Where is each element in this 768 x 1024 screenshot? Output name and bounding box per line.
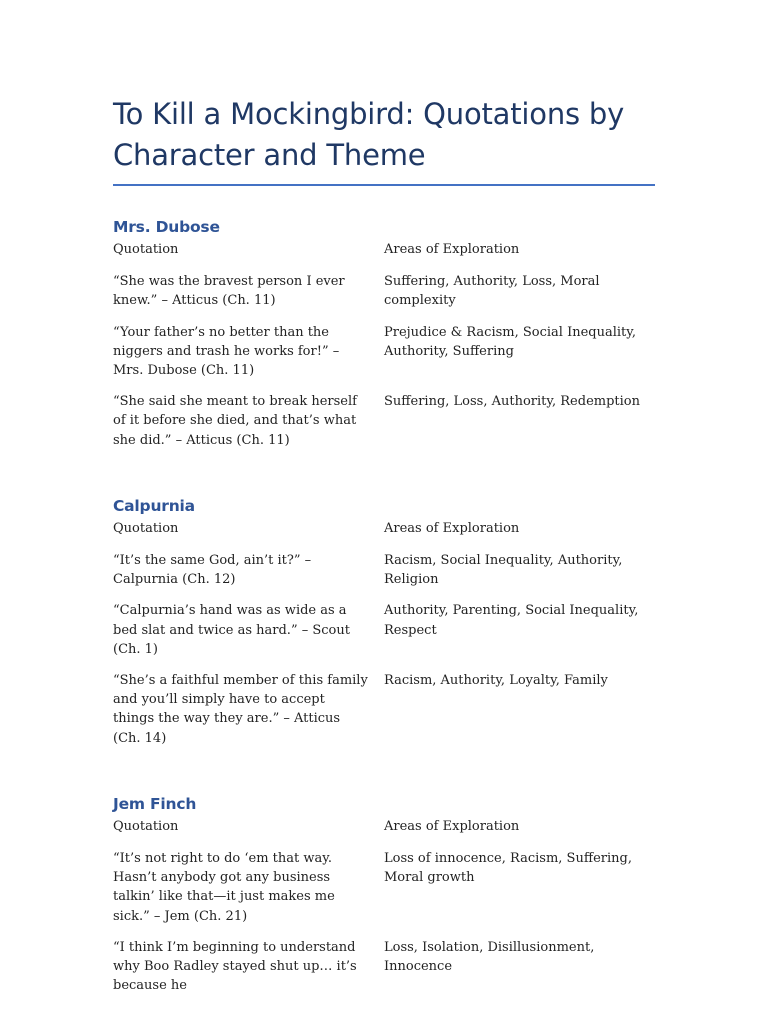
column-header-areas: Areas of Exploration [384,520,520,536]
document-title: To Kill a Mockingbird: Quotations by Character and Theme [113,0,655,186]
table-row [113,938,655,996]
quotation-cell: “I think I’m beginning to understand why Boo Radley stayed shut up… it’s because he [113,939,357,994]
areas-cell: Authority, Parenting, Social Inequality, Respect [384,603,639,638]
areas-cell: Prejudice & Racism, Social Inequality, Authority, Suffering [384,324,637,359]
section-mrs-dubose [113,217,655,450]
document-page [113,0,655,1007]
section-heading: Jem Finch [113,794,197,813]
table-row [113,601,655,659]
quotation-cell: “It’s not right to do ‘em that way. Hasn’t anybody got any business talkin’ like that—it just makes me sick.” – Jem (Ch. 21) [113,851,335,924]
column-header-quotation: Quotation [113,520,179,536]
table-header-row [113,817,655,836]
table-row [113,392,655,450]
column-header-quotation: Quotation [113,818,179,834]
table-row [113,551,655,589]
section-jem-finch [113,794,655,996]
areas-cell: Suffering, Authority, Loss, Moral complexity [384,274,600,309]
table-row [113,671,655,748]
section-heading: Mrs. Dubose [113,218,220,236]
table-row [113,323,655,381]
areas-cell: Suffering, Loss, Authority, Redemption [384,394,640,410]
quotation-cell: “She said she meant to break herself of it before she died, and that’s what she did.” – Atticus (Ch. 11) [113,394,357,448]
table-row [113,849,655,926]
section-heading: Calpurnia [113,496,195,515]
column-header-areas: Areas of Exploration [384,242,520,257]
table-row [113,272,655,310]
column-header-areas: Areas of Exploration [384,818,520,834]
areas-cell: Loss of innocence, Racism, Suffering, Moral growth [384,851,632,886]
table-header-row [113,519,655,538]
section-calpurnia [113,496,655,748]
quotation-cell: “Your father’s no better than the niggers and trash he works for!” – Mrs. Dubose (Ch. 11) [113,324,340,379]
quotation-cell: “Calpurnia’s hand was as wide as a bed slat and twice as hard.” – Scout (Ch. 1) [113,603,350,657]
quotation-cell: “She’s a faithful member of this family and you’ll simply have to accept things the way they are.” – Atticus (Ch. 14) [113,673,368,746]
areas-cell: Loss, Isolation, Disillusionment, Innocence [384,939,595,975]
table-header-row [113,240,655,259]
quotation-cell: “She was the bravest person I ever knew.” – Atticus (Ch. 11) [113,274,345,309]
areas-cell: Racism, Authority, Loyalty, Family [384,673,608,689]
quotation-cell: “It’s the same God, ain’t it?” – Calpurnia (Ch. 12) [113,553,312,588]
column-header-quotation: Quotation [113,242,179,257]
areas-cell: Racism, Social Inequality, Authority, Religion [384,553,623,588]
